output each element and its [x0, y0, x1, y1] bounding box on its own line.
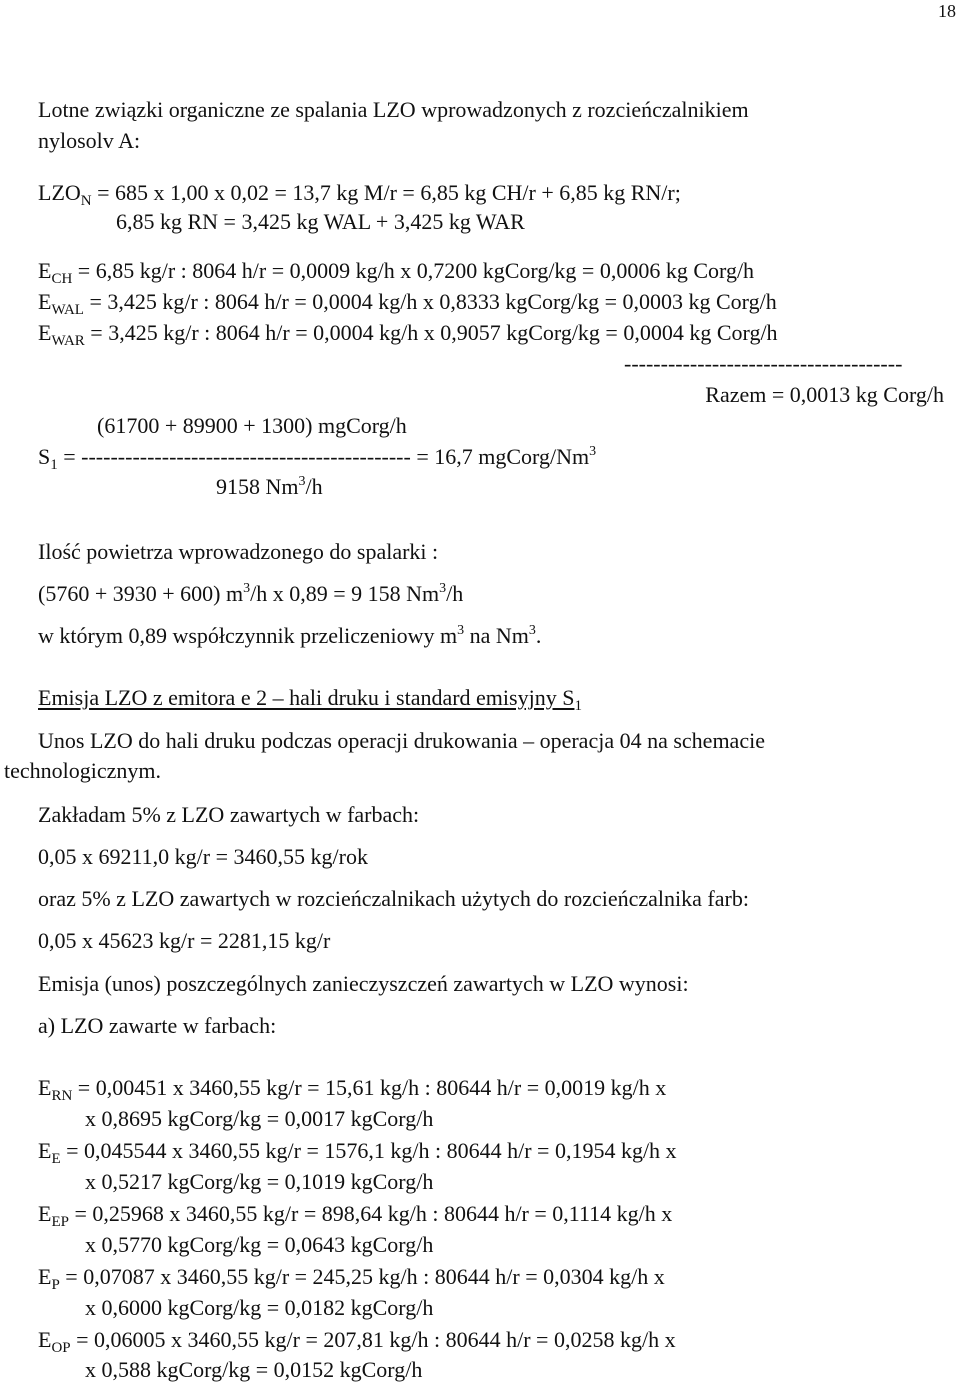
emission-op-cont: x 0,588 kgCorg/kg = 0,0152 kgCorg/h	[85, 1357, 423, 1382]
emission-ep: $E_{EP} = 0,25968$ x 3460,55 kg/r = 898,64 kg/h : 80644 h/r = 0,1114 kg/h x	[38, 1201, 673, 1230]
emission-op: $E_{OP} = 0,06005$ x 3460,55 kg/r = 207,81 kg/h : 80644 h/r = 0,0258 kg/h x	[38, 1327, 676, 1356]
emission-p-cont: x 0,6000 kgCorg/kg = 0,0182 kgCorg/h	[85, 1295, 434, 1320]
emission-rn: $E_{RN} = 0,00451$ x 3460,55 kg/r = 15,61 kg/h : 80644 h/r = 0,0019 kg/h x	[38, 1075, 667, 1104]
air-title: Ilość powietrza wprowadzonego do spalarki :	[38, 539, 439, 564]
calc-thinners: 0,05 x 45623 kg/r = 2281,15 kg/r	[38, 928, 331, 953]
s1-numerator: (61700 + 89900 + 1300) mgCorg/h	[97, 413, 407, 438]
intro-line-1: Lotne związki organiczne ze spalania LZO wprowadzonych z rozcieńczalnikiem	[38, 97, 749, 122]
lzo-n-formula-cont: 6,85 kg RN = 3,425 kg WAL + 3,425 kg WAR	[116, 209, 525, 234]
s1-denominator: 9158 Nm$^3$/h	[216, 474, 323, 499]
page-number: 18	[938, 1, 956, 21]
emission-e: $E_E = 0,045544$ x 3460,55 kg/r = 1576,1 kg/h : 80644 h/r = 0,1954 kg/h x	[38, 1138, 677, 1167]
emission-title: Emisja (unos) poszczególnych zanieczyszczeń zawartych w LZO wynosi:	[38, 971, 689, 996]
emission-rn-cont: x 0,8695 kgCorg/kg = 0,0017 kgCorg/h	[85, 1106, 434, 1131]
air-formula: (5760 + 3930 + 600) $m^3/h$ x 0,89 = 9 158 Nm$^3$/h	[38, 581, 464, 606]
unos-line-2: technologicznym.	[4, 758, 162, 783]
emission-ep-cont: x 0,5770 kgCorg/kg = 0,0643 kgCorg/h	[85, 1232, 434, 1257]
assumption-thinners: oraz 5% z LZO zawartych w rozcieńczalnikach użytych do rozcieńczalnika farb:	[38, 886, 749, 911]
emission-e-cont: x 0,5217 kgCorg/kg = 0,1019 kgCorg/h	[85, 1169, 434, 1194]
sum-rule: --------------------------------------	[624, 351, 903, 376]
lzo-n-formula: $LZO_N = 685$ x 1,00 x 0,02 = 13,7 kg M/r = 6,85 kg CH/r + 6,85 kg RN/r;	[38, 180, 681, 209]
emission-wal: $E_{WAL} = 3,425$ kg/r : 8064 h/r = 0,0004 kg/h x 0,8333 kgCorg/kg = 0,0003 kg Corg/h	[38, 289, 777, 318]
s1-formula: $S_1$ = --------------------------------------------- = 16,7 mgCorg/Nm$^3$	[38, 444, 597, 473]
calc-paints: 0,05 x 69211,0 kg/r = 3460,55 kg/rok	[38, 844, 368, 869]
emission-war: $E_{WAR} = 3,425$ kg/r : 8064 h/r = 0,0004 kg/h x 0,9057 kgCorg/kg = 0,0004 kg Corg/h	[38, 320, 778, 349]
sum-total: Razem = 0,0013 kg Corg/h	[705, 382, 944, 407]
intro-line-2: nylosolv A:	[38, 128, 141, 153]
emission-ch: $E_{CH} = 6,85$ kg/r : 8064 h/r = 0,0009 kg/h x 0,7200 kgCorg/kg = 0,0006 kg Corg/h	[38, 258, 755, 287]
section-heading: Emisja LZO z emitora e 2 – hali druku i standard emisyjny $S_1$	[38, 685, 582, 714]
assumption-paints: Zakładam 5% z LZO zawartych w farbach:	[38, 802, 420, 827]
unos-line-1: Unos LZO do hali druku podczas operacji drukowania – operacja 04 na schemacie	[38, 728, 765, 753]
section-a: a) LZO zawarte w farbach:	[38, 1013, 277, 1038]
air-note: w którym 0,89 współczynnik przeliczeniowy $m^3$ na Nm$^3$.	[38, 623, 542, 648]
emission-p: $E_P = 0,07087$ x 3460,55 kg/r = 245,25 kg/h : 80644 h/r = 0,0304 kg/h x	[38, 1264, 665, 1293]
